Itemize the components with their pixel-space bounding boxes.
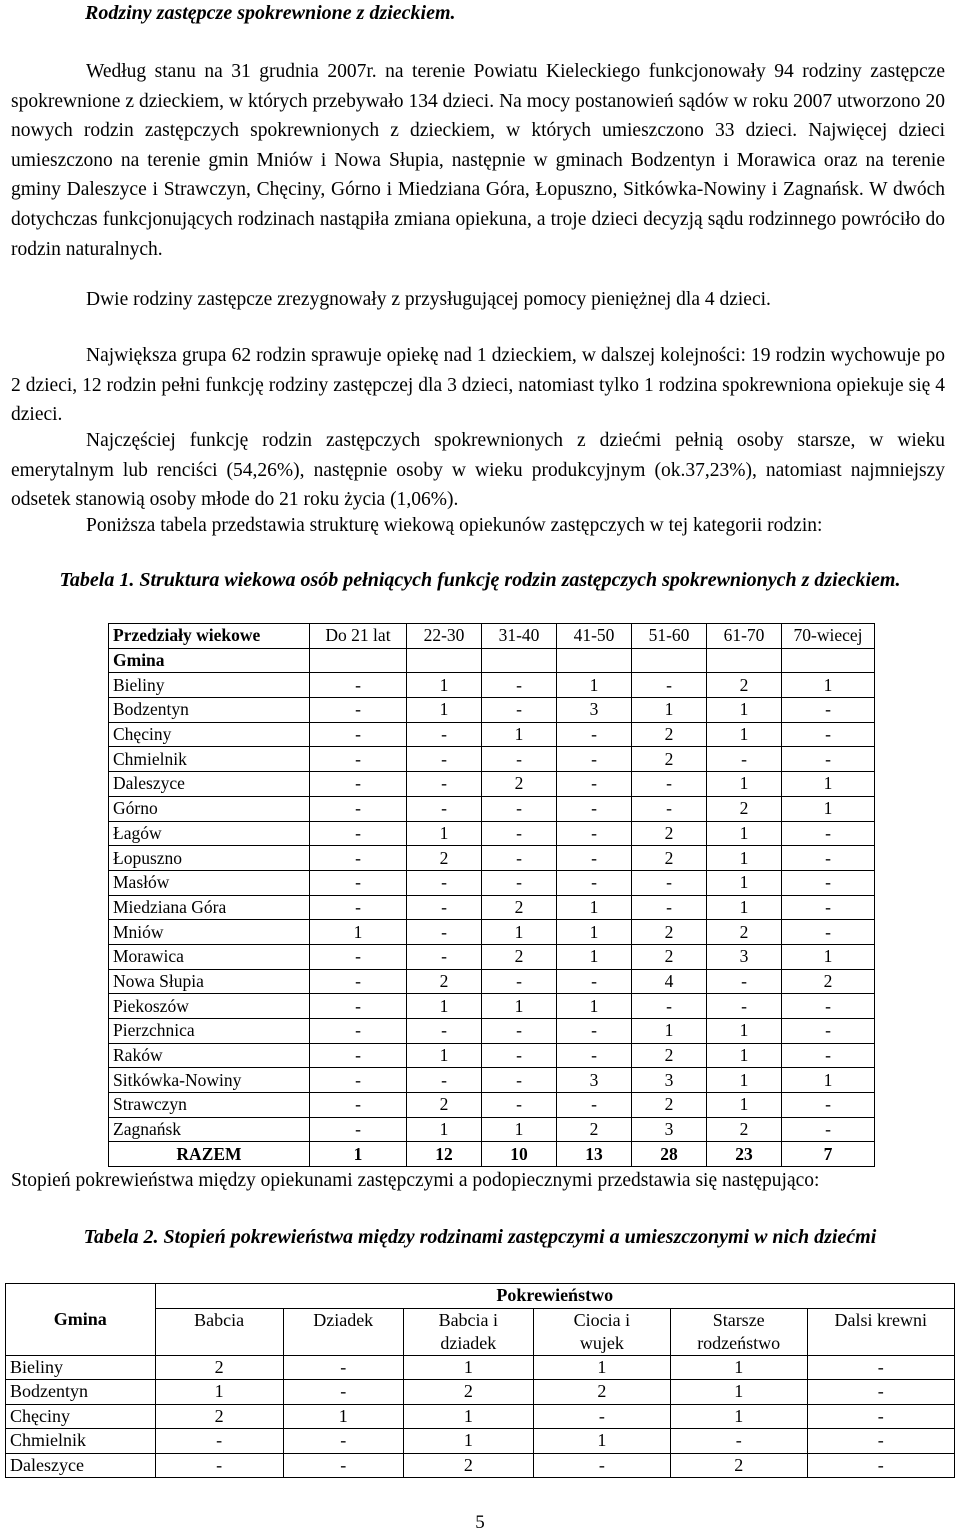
table-cell: - — [707, 994, 782, 1019]
table-cell: 1 — [707, 870, 782, 895]
column-header-line: Ciocia i — [573, 1309, 631, 1330]
table-cell: 1 — [707, 1068, 782, 1093]
row-name: Daleszyce — [6, 1453, 156, 1478]
row-name: Zagnańsk — [109, 1117, 310, 1142]
table-cell: - — [534, 1453, 671, 1478]
table-cell: 2 — [407, 1093, 482, 1118]
table-cell: - — [632, 895, 707, 920]
table-cell: - — [310, 747, 407, 772]
row-name: Piekoszów — [109, 994, 310, 1019]
row-name: Łopuszno — [109, 846, 310, 871]
table-cell: - — [482, 969, 557, 994]
table-cell: 2 — [707, 796, 782, 821]
total-cell: 13 — [557, 1142, 632, 1167]
table-cell: 1 — [407, 821, 482, 846]
header-pokrewienstwo: Pokrewieństwo — [155, 1284, 955, 1309]
table-cell: - — [782, 920, 875, 945]
table-cell: - — [557, 1019, 632, 1044]
empty-cell — [632, 648, 707, 673]
table-row — [6, 1429, 955, 1454]
table-cell: - — [407, 772, 482, 797]
table-cell: 1 — [407, 698, 482, 723]
table-cell: 1 — [557, 944, 632, 969]
table-cell: 2 — [670, 1453, 807, 1478]
table-cell: - — [407, 1068, 482, 1093]
table-row — [109, 870, 875, 895]
table-cell: 2 — [403, 1380, 533, 1405]
table-row — [109, 772, 875, 797]
empty-cell — [482, 648, 557, 673]
column-header — [155, 1308, 283, 1355]
table-row — [6, 1404, 955, 1429]
table-cell: - — [782, 722, 875, 747]
table-cell: 1 — [482, 722, 557, 747]
table-cell: 2 — [632, 846, 707, 871]
table-cell: - — [807, 1380, 954, 1405]
table-cell: - — [782, 747, 875, 772]
row-name: Chmielnik — [109, 747, 310, 772]
table-cell: 2 — [155, 1404, 283, 1429]
table-cell: 3 — [707, 944, 782, 969]
table-cell: 1 — [482, 1117, 557, 1142]
table-cell: - — [155, 1429, 283, 1454]
row-name: Miedziana Góra — [109, 895, 310, 920]
table-cell: 1 — [557, 994, 632, 1019]
table-cell: - — [557, 1093, 632, 1118]
table-cell: - — [782, 821, 875, 846]
table-cell: - — [482, 1019, 557, 1044]
table-cell: - — [482, 1093, 557, 1118]
table-row — [109, 846, 875, 871]
table-cell: - — [310, 994, 407, 1019]
table-cell: 1 — [407, 994, 482, 1019]
row-name: Górno — [109, 796, 310, 821]
table-cell: - — [283, 1380, 403, 1405]
table-cell: - — [782, 698, 875, 723]
age-structure-table — [108, 623, 875, 1167]
table-row — [109, 747, 875, 772]
total-label: RAZEM — [109, 1142, 310, 1167]
table-cell: - — [482, 1068, 557, 1093]
table-cell: 1 — [707, 772, 782, 797]
column-header: 51-60 — [632, 624, 707, 649]
row-name: Nowa Słupia — [109, 969, 310, 994]
column-header — [283, 1308, 403, 1355]
table-cell: - — [407, 747, 482, 772]
table-cell: - — [310, 969, 407, 994]
table-cell: - — [283, 1429, 403, 1454]
empty-cell — [557, 648, 632, 673]
column-header: 41-50 — [557, 624, 632, 649]
table-cell: - — [482, 698, 557, 723]
table-row — [6, 1380, 955, 1405]
table-cell: 1 — [707, 895, 782, 920]
row-name: Chmielnik — [6, 1429, 156, 1454]
column-header-line: Babcia — [194, 1309, 245, 1330]
table-row — [109, 1068, 875, 1093]
table-cell: 2 — [707, 673, 782, 698]
table-row — [109, 944, 875, 969]
table-cell: - — [310, 1019, 407, 1044]
empty-cell — [707, 648, 782, 673]
table-cell: - — [407, 870, 482, 895]
row-name: Bieliny — [109, 673, 310, 698]
table-cell: - — [534, 1404, 671, 1429]
table-row — [109, 920, 875, 945]
row-name: Chęciny — [109, 722, 310, 747]
header-gmina: Gmina — [6, 1284, 156, 1356]
table-cell: 3 — [632, 1117, 707, 1142]
table-cell: - — [782, 870, 875, 895]
row-name: Masłów — [109, 870, 310, 895]
table-cell: 1 — [707, 846, 782, 871]
total-cell: 12 — [407, 1142, 482, 1167]
total-cell: 23 — [707, 1142, 782, 1167]
table-cell: - — [782, 1117, 875, 1142]
table-cell: - — [407, 796, 482, 821]
table-row — [109, 1093, 875, 1118]
table-cell: 1 — [403, 1429, 533, 1454]
table-cell: - — [557, 772, 632, 797]
table-cell: 2 — [632, 1093, 707, 1118]
table-cell: - — [632, 796, 707, 821]
table-cell: 2 — [707, 920, 782, 945]
table-cell: 2 — [403, 1453, 533, 1478]
table-cell: - — [482, 747, 557, 772]
header-gmina: Gmina — [109, 648, 310, 673]
table-cell: 1 — [782, 796, 875, 821]
table-cell: - — [310, 944, 407, 969]
table-cell: 2 — [632, 747, 707, 772]
page-number: 5 — [475, 1512, 485, 1533]
table-cell: - — [707, 969, 782, 994]
table-cell: - — [482, 870, 557, 895]
table-cell: 2 — [155, 1355, 283, 1380]
table-cell: - — [557, 747, 632, 772]
table-cell: 1 — [155, 1380, 283, 1405]
table-cell: - — [310, 1068, 407, 1093]
column-header-line: wujek — [579, 1332, 624, 1353]
row-name: Strawczyn — [109, 1093, 310, 1118]
table-row — [109, 1117, 875, 1142]
table-cell: 1 — [707, 698, 782, 723]
empty-cell — [782, 648, 875, 673]
row-name: Chęciny — [6, 1404, 156, 1429]
column-header-line: Babcia i — [438, 1309, 499, 1330]
paragraph-4: Najczęściej funkcję rodzin zastępczych spokrewnionych z dziećmi pełnią osoby starsze, w wieku emerytalnym lub renciści (54,26%), następnie osoby w wieku produkcyjnym (ok.37,23%), natomiast najmniejszy odsetek stanowią osoby młode do 21 roku życia (1,06%). — [11, 430, 945, 511]
table-cell: - — [482, 846, 557, 871]
table-row — [109, 722, 875, 747]
table-cell: - — [632, 772, 707, 797]
table-cell: 2 — [534, 1380, 671, 1405]
table-cell: - — [807, 1453, 954, 1478]
table-cell: - — [482, 796, 557, 821]
table-row — [109, 796, 875, 821]
empty-cell — [310, 648, 407, 673]
table-row — [6, 1355, 955, 1380]
header-age-ranges: Przedziały wiekowe — [109, 624, 310, 649]
table-cell: - — [310, 870, 407, 895]
table-cell: 1 — [782, 772, 875, 797]
row-name: Bieliny — [6, 1355, 156, 1380]
paragraph-3: Największa grupa 62 rodzin sprawuje opiekę nad 1 dzieckiem, w dalszej kolejności: 19 rodzin wychowuje po 2 dzieci, 12 rodzin pełni funkcję rodziny zastępczej dla 3 dzieci, natomiast tylko 1 rodzina spokrewniona opiekuje się 4 dzieci. — [11, 345, 945, 426]
column-header-line: Dziadek — [313, 1309, 374, 1330]
table-cell: 1 — [670, 1380, 807, 1405]
paragraph-2: Dwie rodziny zastępcze zrezygnowały z przysługującej pomocy pieniężnej dla 4 dzieci. — [86, 289, 771, 310]
table-cell: 1 — [534, 1429, 671, 1454]
table-cell: - — [482, 673, 557, 698]
table-cell: - — [807, 1429, 954, 1454]
table-cell: - — [482, 821, 557, 846]
column-header-line: Starsze — [712, 1309, 765, 1330]
total-cell: 7 — [782, 1142, 875, 1167]
table-cell: 1 — [407, 673, 482, 698]
table-cell: 1 — [670, 1404, 807, 1429]
table-cell: 2 — [407, 969, 482, 994]
table-cell: - — [310, 673, 407, 698]
table-cell: 2 — [482, 895, 557, 920]
table-cell: - — [632, 673, 707, 698]
table-cell: - — [310, 796, 407, 821]
table-cell: - — [782, 1019, 875, 1044]
row-name: Pierzchnica — [109, 1019, 310, 1044]
paragraph-1: Według stanu na 31 grudnia 2007r. na terenie Powiatu Kieleckiego funkcjonowały 94 rodziny zastępcze spokrewnione z dzieckiem, w których przebywało 134 dzieci. Na mocy postanowień sądów w roku 2007 utworzono 20 nowych rodzin zastępczych spokrewnionych z dzieckiem, w których umieszczono 33 dzieci. Najwięcej dzieci umieszczono na terenie gmin Mniów i Nowa Słupia, następnie w gminach Bodzentyn i Morawica oraz na terenie gminy Daleszyce i Strawczyn, Chęciny, Górno i Miedziana Góra, Łopuszno, Sitkówka-Nowiny i Zagnańsk. W dwóch dotychczas funkcjonujących rodzinach nastąpiła zmiana opiekuna, a troje dzieci decyzją sądu rodzinnego powróciło do rodzin naturalnych. — [11, 61, 945, 260]
column-header — [534, 1308, 671, 1355]
table-cell: - — [807, 1355, 954, 1380]
table-row — [109, 698, 875, 723]
table-row — [109, 895, 875, 920]
table-cell: 1 — [632, 698, 707, 723]
table-cell: 1 — [310, 920, 407, 945]
kinship-table — [5, 1283, 955, 1478]
row-name: Morawica — [109, 944, 310, 969]
row-name: Raków — [109, 1043, 310, 1068]
table-cell: 2 — [632, 920, 707, 945]
column-header — [807, 1308, 954, 1355]
table-cell: 1 — [482, 994, 557, 1019]
table-cell: - — [557, 722, 632, 747]
row-name: Łagów — [109, 821, 310, 846]
table-cell: 2 — [482, 944, 557, 969]
table-cell: 1 — [707, 1093, 782, 1118]
table-cell: 4 — [632, 969, 707, 994]
table-cell: 2 — [632, 1043, 707, 1068]
table-cell: - — [310, 1093, 407, 1118]
table-cell: - — [310, 698, 407, 723]
column-header: Do 21 lat — [310, 624, 407, 649]
paragraph-5: Poniższa tabela przedstawia strukturę wiekową opiekunów zastępczych w tej kategorii rodzin: — [86, 515, 823, 536]
table-row — [109, 673, 875, 698]
table-header-row — [109, 648, 875, 673]
table-cell: - — [310, 846, 407, 871]
table-cell: 2 — [482, 772, 557, 797]
row-name: Bodzentyn — [6, 1380, 156, 1405]
table-cell: 2 — [557, 1117, 632, 1142]
table-cell: 1 — [482, 920, 557, 945]
table-cell: - — [557, 821, 632, 846]
table-cell: - — [782, 1043, 875, 1068]
table-cell: - — [782, 846, 875, 871]
table-cell: - — [557, 796, 632, 821]
column-header: 70-wiecej — [782, 624, 875, 649]
table-cell: 2 — [632, 821, 707, 846]
table-row — [109, 1043, 875, 1068]
total-cell: 28 — [632, 1142, 707, 1167]
table-cell: - — [482, 1043, 557, 1068]
row-name: Sitkówka-Nowiny — [109, 1068, 310, 1093]
table-cell: 1 — [557, 673, 632, 698]
column-header-line: dziadek — [440, 1332, 497, 1353]
table-cell: 1 — [782, 1068, 875, 1093]
table-cell: - — [632, 994, 707, 1019]
table-cell: 2 — [782, 969, 875, 994]
table-cell: 2 — [707, 1117, 782, 1142]
table-cell: - — [310, 772, 407, 797]
table1-caption: Tabela 1. Struktura wiekowa osób pełniących funkcję rodzin zastępczych spokrewnionych z dzieckiem. — [59, 569, 901, 591]
table-cell: 1 — [707, 722, 782, 747]
table-cell: 3 — [557, 698, 632, 723]
table-cell: - — [283, 1453, 403, 1478]
table-row — [109, 994, 875, 1019]
table-cell: 1 — [407, 1043, 482, 1068]
table-cell: - — [310, 722, 407, 747]
table-cell: - — [310, 1043, 407, 1068]
total-cell: 10 — [482, 1142, 557, 1167]
table-row — [6, 1453, 955, 1478]
table-cell: 1 — [403, 1404, 533, 1429]
table-cell: 1 — [407, 1117, 482, 1142]
table-cell: 3 — [557, 1068, 632, 1093]
row-name: Daleszyce — [109, 772, 310, 797]
table-cell: - — [670, 1429, 807, 1454]
table-cell: 2 — [632, 944, 707, 969]
total-row — [109, 1142, 875, 1167]
empty-cell — [407, 648, 482, 673]
table-cell: - — [782, 1093, 875, 1118]
table-cell: - — [407, 944, 482, 969]
table-cell: 1 — [403, 1355, 533, 1380]
table-cell: 2 — [407, 846, 482, 871]
table-cell: - — [557, 870, 632, 895]
column-header: 61-70 — [707, 624, 782, 649]
table-cell: 1 — [534, 1355, 671, 1380]
total-cell: 1 — [310, 1142, 407, 1167]
column-header-line: rodzeństwo — [697, 1332, 781, 1353]
table-cell: - — [557, 846, 632, 871]
table-cell: 1 — [670, 1355, 807, 1380]
table-cell: 1 — [557, 895, 632, 920]
column-header-line: Dalsi krewni — [834, 1309, 928, 1330]
table-cell: - — [632, 870, 707, 895]
table-cell: 1 — [632, 1019, 707, 1044]
table-cell: 2 — [632, 722, 707, 747]
table-cell: - — [407, 920, 482, 945]
table-cell: - — [557, 969, 632, 994]
column-header: 31-40 — [482, 624, 557, 649]
table-header-row — [109, 624, 875, 649]
table-cell: 1 — [707, 1043, 782, 1068]
table-cell: - — [707, 747, 782, 772]
table-cell: - — [155, 1453, 283, 1478]
table-cell: 1 — [557, 920, 632, 945]
table-cell: - — [782, 994, 875, 1019]
table-row — [109, 969, 875, 994]
table-cell: - — [310, 821, 407, 846]
table-row — [109, 1019, 875, 1044]
table-cell: 1 — [707, 1019, 782, 1044]
table-row — [109, 821, 875, 846]
row-name: Mniów — [109, 920, 310, 945]
table-cell: - — [407, 1019, 482, 1044]
table-cell: - — [782, 895, 875, 920]
table-cell: 1 — [782, 944, 875, 969]
column-header — [403, 1308, 533, 1355]
column-header: 22-30 — [407, 624, 482, 649]
table-cell: - — [407, 722, 482, 747]
table-cell: - — [557, 1043, 632, 1068]
section-heading: Rodziny zastępcze spokrewnione z dzieckiem. — [85, 2, 456, 24]
table-cell: 1 — [707, 821, 782, 846]
table-cell: - — [310, 1117, 407, 1142]
table2-caption: Tabela 2. Stopień pokrewieństwa między rodzinami zastępczymi a umieszczonymi w nich dziećmi — [83, 1226, 877, 1248]
table-cell: - — [407, 895, 482, 920]
paragraph-6: Stopień pokrewieństwa między opiekunami zastępczymi a podopiecznymi przedstawia się następująco: — [11, 1170, 820, 1191]
table-cell: 3 — [632, 1068, 707, 1093]
table-header-row — [6, 1284, 955, 1309]
table-cell: - — [310, 895, 407, 920]
column-header — [670, 1308, 807, 1355]
table-cell: - — [807, 1404, 954, 1429]
table-cell: 1 — [283, 1404, 403, 1429]
table-cell: 1 — [782, 673, 875, 698]
table-cell: - — [283, 1355, 403, 1380]
row-name: Bodzentyn — [109, 698, 310, 723]
